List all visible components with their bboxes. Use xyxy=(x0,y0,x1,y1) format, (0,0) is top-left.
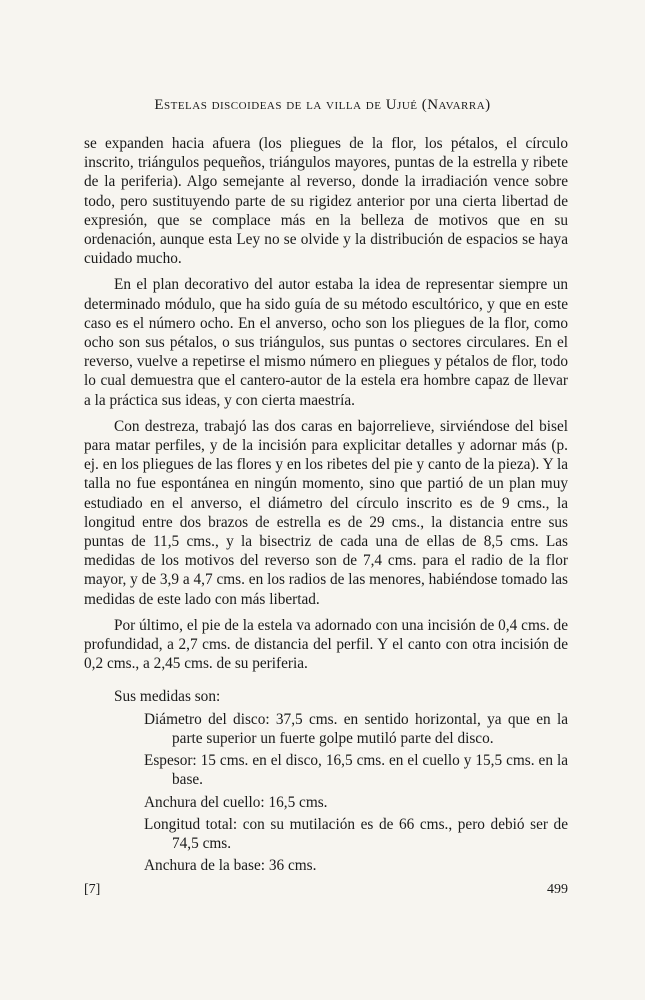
measure-item-base-width: Anchura de la base: 36 cms. xyxy=(144,857,317,875)
paragraph-2: En el plan decorativo del autor estaba la idea de representar siempre un determinado módulo, que ha sido guía de su método escultórico, y que en este caso es el número ocho. En el anverso, ocho son los pliegues de la flor, como ocho son sus pétalos, o sus triángulos, sus puntas o sectores circulares. En el reverso, vuelve a repetirse el mismo número en pliegues y pétalos de flor, todo lo cual demuestra que el cantero-autor de la estela era hombre capaz de llevar a la práctica sus ideas, y con cierta maestría. xyxy=(84,276,568,409)
running-header xyxy=(0,97,645,114)
measure-item-thickness: Espesor: 15 cms. en el disco, 16,5 cms. en el cuello y 15,5 cms. en la base. xyxy=(144,752,568,789)
measures-intro: Sus medidas son: xyxy=(114,688,221,706)
paragraph-4: Por último, el pie de la estela va adornado con una incisión de 0,4 cms. de profundidad, a 2,7 cms. de distancia del perfil. Y el canto con otra incisión de 0,2 cms., a 2,45 cms. de su periferia. xyxy=(84,616,568,673)
page-number: 499 xyxy=(547,882,568,897)
measure-item-total-length: Longitud total: con su mutilación es de 66 cms., pero debió ser de 74,5 cms. xyxy=(144,815,568,852)
paragraph-1: se expanden hacia afuera (los pliegues de la flor, los pétalos, el círculo inscrito, triángulos pequeños, triángulos mayores, puntas de la estrella y ribete de la periferia). Algo semejante al reverso, donde la irradiación vence sobre todo, pero sustituyendo parte de su rigidez anterior por una cierta libertad de expresión, que se complace más en la belleza de motivos que en su ordenación, aunque esta Ley no se olvide y la distribución de espacios se haya cuidado mucho. xyxy=(84,135,568,268)
measure-item-neck-width: Anchura del cuello: 16,5 cms. xyxy=(144,793,328,811)
section-marker: [7] xyxy=(84,882,101,897)
body-text xyxy=(84,134,568,878)
paragraph-3: Con destreza, trabajó las dos caras en bajorrelieve, sirviéndose del bisel para matar perfiles, y de la incisión para explicitar detalles y adornar más (p. ej. en los pliegues de las flores y en los ribetes del pie y canto de la pieza). Y la talla no fue espontánea en ningún momento, sino que partió de un plan muy estudiado en el anverso, el diámetro del círculo inscrito es de 9 cms., la longitud entre dos brazos de estrella es de 29 cms., la distancia entre sus puntas de 11,5 cms., y la bisectriz de cada una de ellas de 8,5 cms. Las medidas de los motivos del reverso son de 7,4 cms. para el radio de la flor mayor, y de 3,9 a 4,7 cms. en los radios de las menores, habiéndose tomado las medidas de este lado con más libertad. xyxy=(84,417,568,608)
measure-item-diameter: Diámetro del disco: 37,5 cms. en sentido horizontal, ya que en la parte superior un fuerte golpe mutiló parte del disco. xyxy=(144,710,568,747)
running-header-title: Estelas discoideas de la villa de Ujué (Navarra) xyxy=(154,97,491,113)
measures-list xyxy=(114,687,568,875)
